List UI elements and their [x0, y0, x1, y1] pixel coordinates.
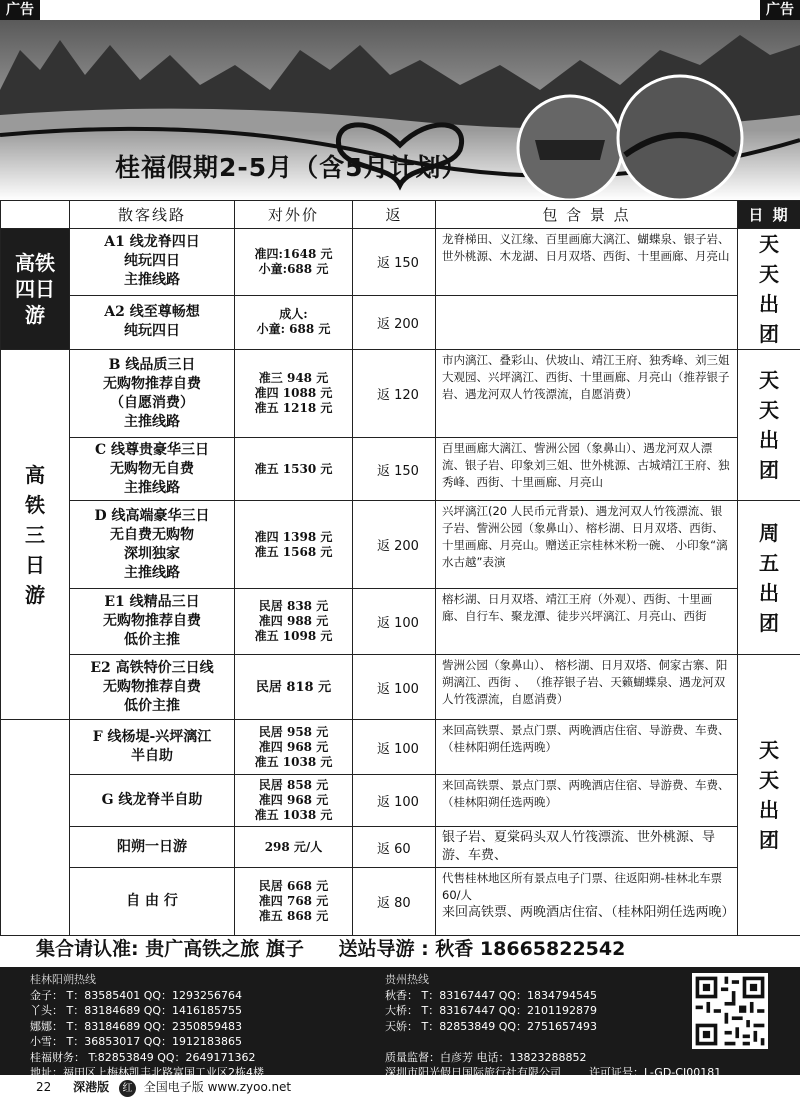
spots-cell: 百里画廊大漓江、訾洲公园（象鼻山）、遇龙河双人漂流、银子岩、印象刘三姐、世外桃源、古城靖江王府、独秀峰、西街、十里画廊、月亮山: [436, 438, 738, 501]
route-cell: F 线杨堤-兴坪漓江 半自助: [70, 720, 235, 775]
route-cell: B 线品质三日 无购物推荐自费 （自愿消费） 主推线路: [70, 350, 235, 438]
date-cell: 周五出团: [738, 501, 800, 655]
spots-cell: 兴坪漓江(20 人民币元背景)、遇龙河双人竹筏漂流、银子岩、訾洲公园（象鼻山）、榕杉湖、日月双塔、西街、十里画廊、月亮山。赠送正宗桂林米粉一碗、 小印象“漓水古越”表演: [436, 501, 738, 589]
assembly-notice: [0, 932, 800, 967]
hotline-line: 丫头： T：83184689 QQ：1416185755: [30, 1004, 243, 1017]
table-row: [1, 229, 800, 296]
table-row: [1, 827, 800, 868]
return-cell: 返 60: [353, 827, 436, 868]
spots-cell: 银子岩、夏棠码头双人竹筏漂流、世外桃源、导游、车费、: [436, 827, 738, 868]
return-cell: 返 100: [353, 589, 436, 655]
return-cell: 返 150: [353, 229, 436, 296]
route-cell: E1 线精品三日 无购物推荐自费 低价主推: [70, 589, 235, 655]
website-link[interactable]: 全国电子版 www.zyoo.net: [143, 1080, 292, 1094]
route-cell: E2 高铁特价三日线 无购物推荐自费 低价主推: [70, 655, 235, 720]
date-cell: 天天出团: [738, 350, 800, 501]
category-blank: [1, 720, 70, 936]
price-cell: 民居 818 元: [235, 655, 353, 720]
spots-cell: 榕杉湖、日月双塔、靖江王府（外观）、西街、十里画廊、自行车、聚龙潭、徒步兴坪漓江、月亮山、西街: [436, 589, 738, 655]
price-cell: 民居 858 元 准四 968 元 准五 1038 元: [235, 775, 353, 827]
price-cell: 准三 948 元 准四 1088 元 准五 1218 元: [235, 350, 353, 438]
assembly-flag-text: 集合请认准: 贵广高铁之旅 旗子: [36, 938, 304, 960]
spots-cell: 来回高铁票、景点门票、两晚酒店住宿、导游费、车费、（桂林阳朔任选两晚）: [436, 775, 738, 827]
supervision-line: 质量监督：白彦芳 电话：13823288852: [385, 1050, 587, 1064]
route-cell: C 线尊贵豪华三日 无购物无自费 主推线路: [70, 438, 235, 501]
return-cell: 返 200: [353, 501, 436, 589]
return-cell: 返 100: [353, 720, 436, 775]
table-row: [1, 350, 800, 438]
hotline-line: 小雪： T：36853017 QQ：1912183865: [30, 1035, 243, 1048]
return-cell: 返 150: [353, 438, 436, 501]
qr-code-icon: [692, 973, 768, 1049]
spots-cell: 市内漓江、叠彩山、伏坡山、靖江王府、独秀峰、刘三姐大观园、兴坪漓江、西街、十里画廊、月亮山（推荐银子岩、遇龙河双人竹筏漂流，自愿消费）: [436, 350, 738, 438]
price-cell: 准五 1530 元: [235, 438, 353, 501]
route-cell: 阳朔一日游: [70, 827, 235, 868]
spots-cell: 来回高铁票、景点门票、两晚酒店住宿、导游费、车费、（桂林阳朔任选两晚）: [436, 720, 738, 775]
table-row: [1, 295, 800, 349]
guilin-hotline: 桂林阳朔热线 金子： T：83585401 QQ：1293256764 丫头： T：83184689 QQ：1416185755 娜娜： T：83184689 QQ：2350859483 小雪： T：36853017 QQ：1912183865 桂福财务： T:82853849 QQ：2649171362 地址：福田区上梅林凯丰北路富国工业区2栋4楼: [30, 973, 264, 1079]
table-row: [1, 775, 800, 827]
return-cell: 返 120: [353, 350, 436, 438]
header-price: 对外价: [235, 201, 353, 229]
spots-cell: 訾洲公园（象鼻山）、 榕杉湖、日月双塔、侗家古寨、阳朔漓江、西街 、 （推荐银子岩、天籁蝴蝶泉、遇龙河双人竹筏漂流，自愿消费）: [436, 655, 738, 720]
header-spots: 包 含 景 点: [436, 201, 738, 229]
route-cell: 自 由 行: [70, 868, 235, 936]
hotline-line: 桂福财务： T:82853849 QQ：2649171362: [30, 1050, 256, 1064]
ad-label-right: 广告: [760, 0, 800, 20]
price-cell: 298 元/人: [235, 827, 353, 868]
price-cell: 准四:1648 元 小童:688 元: [235, 229, 353, 296]
table-row: [1, 589, 800, 655]
edition-mark-icon: 红: [119, 1080, 136, 1097]
route-cell: A1 线龙脊四日 纯玩四日 主推线路: [70, 229, 235, 296]
tour-price-table: [0, 200, 800, 936]
header-date: 日 期: [738, 201, 800, 229]
route-cell: A2 线至尊畅想 纯玩四日: [70, 295, 235, 349]
table-row: [1, 720, 800, 775]
price-cell: 成人: 小童: 688 元: [235, 295, 353, 349]
return-cell: 返 100: [353, 655, 436, 720]
spots-cell: [436, 295, 738, 349]
page-footer: [0, 1075, 800, 1100]
route-cell: G 线龙脊半自助: [70, 775, 235, 827]
hotline-line: 金子： T：83585401 QQ：1293256764: [30, 988, 243, 1002]
ad-label-left: 广告: [0, 0, 40, 20]
edition-label: 深港版: [73, 1080, 110, 1094]
send-off-guide-text: 送站导游 : 秋香 18665822542: [338, 938, 626, 960]
price-cell: 民居 958 元 准四 968 元 准五 1038 元: [235, 720, 353, 775]
date-cell: 天天出团: [738, 229, 800, 350]
contact-hotline-panel: [0, 967, 800, 1079]
table-row: [1, 868, 800, 936]
page-title: 桂福假期2-5月（含5月计划）: [115, 153, 468, 182]
return-cell: 返 100: [353, 775, 436, 827]
date-cell: 天天出团: [738, 655, 800, 936]
price-cell: 民居 668 元 准四 768 元 准五 868 元: [235, 868, 353, 936]
table-row: [1, 501, 800, 589]
page-number: 22: [36, 1080, 52, 1094]
category-high-speed-4day: 高铁四日游: [1, 229, 70, 350]
hotline-line: 秋香： T：83167447 QQ：1834794545: [385, 988, 598, 1002]
address-line: 地址：福田区上梅林凯丰北路富国工业区2栋4楼: [30, 1066, 264, 1079]
return-cell: 返 80: [353, 868, 436, 936]
route-cell: D 线高端豪华三日 无自费无购物 深圳独家 主推线路: [70, 501, 235, 589]
category-high-speed-3day: 高铁三日游: [1, 350, 70, 720]
hotline-line: 大桥： T：83167447 QQ：2101192879: [385, 1004, 598, 1017]
header-return: 返: [353, 201, 436, 229]
table-row: [1, 438, 800, 501]
hotline-line: 娜娜： T：83184689 QQ：2350859483: [30, 1019, 243, 1033]
return-cell: 返 200: [353, 295, 436, 349]
price-cell: 民居 838 元 准四 988 元 准五 1098 元: [235, 589, 353, 655]
table-row: [1, 655, 800, 720]
hotline-line: 天娇： T：82853849 QQ：2751657493: [385, 1019, 598, 1033]
company-line: 深圳市阳光假日国际旅行社有限公司 许可证号：L-GD-CJ00181: [385, 1066, 722, 1079]
header-route: 散客线路: [70, 201, 235, 229]
spots-cell: 龙脊梯田、义江缘、百里画廊大漓江、蝴蝶泉、银子岩、世外桃源、木龙湖、日月双塔、西街、十里画廊、月亮山: [436, 229, 738, 296]
guizhou-hotline: 贵州热线 秋香： T：83167447 QQ：1834794545 大桥： T：83167447 QQ：2101192879 天娇： T：82853849 QQ：2751657493 质量监督：白彦芳 电话：13823288852 深圳市阳光假日国际旅行社有限公司 许可证号：L-GD-CJ00181: [385, 973, 722, 1079]
header-blank: [1, 201, 70, 229]
price-cell: 准四 1398 元 准五 1568 元: [235, 501, 353, 589]
spots-cell: 代售桂林地区所有景点电子门票、往返阳朔-桂林北车票 60/人 来回高铁票、两晚酒店住宿、（桂林阳朔任选两晚）: [436, 868, 738, 936]
table-header-row: [1, 201, 800, 229]
